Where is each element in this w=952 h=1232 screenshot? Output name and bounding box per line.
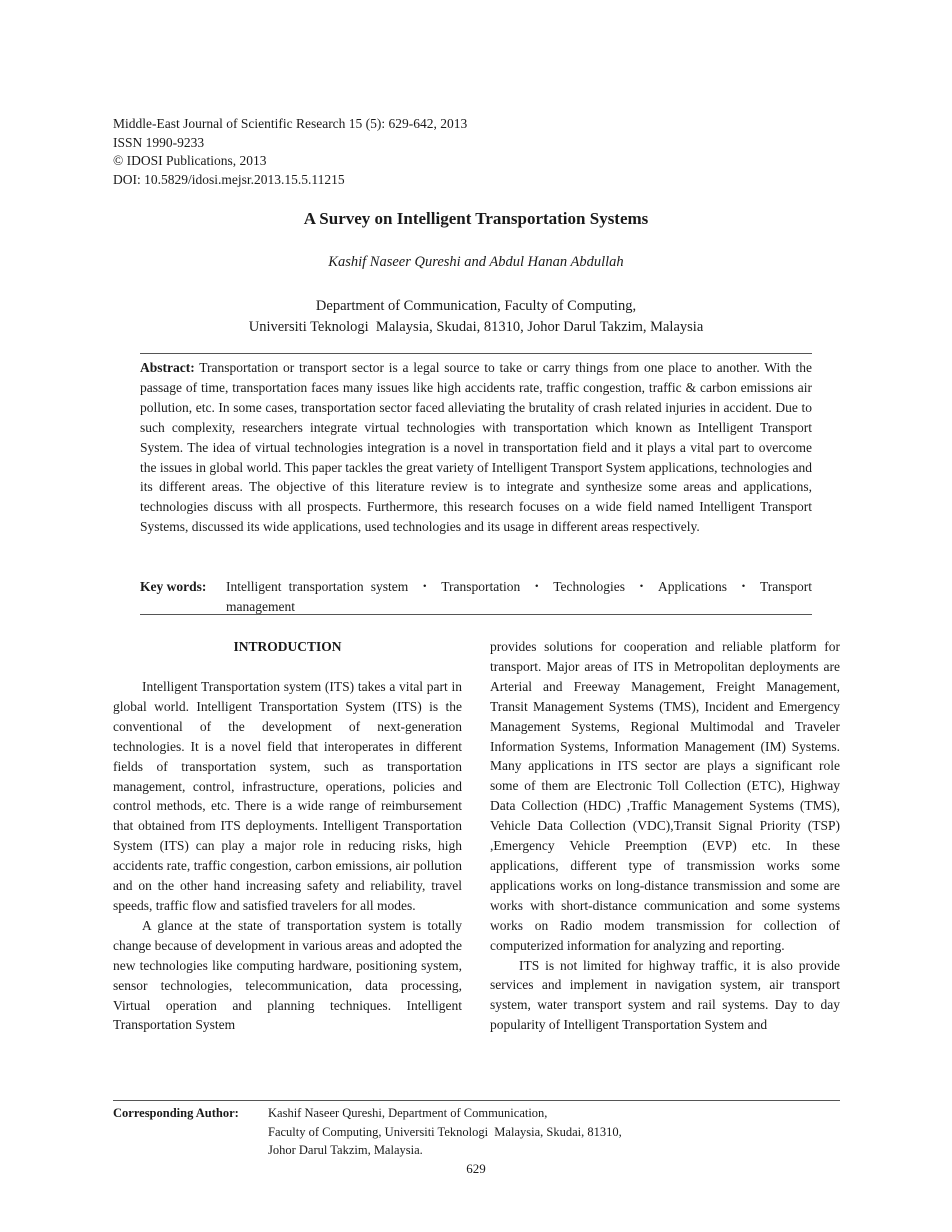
- abstract-label: Abstract:: [140, 360, 195, 375]
- corresponding-author-line-2: Faculty of Computing, Universiti Teknologi Malaysia, Skudai, 81310,: [268, 1124, 622, 1139]
- authors: Kashif Naseer Qureshi and Abdul Hanan Abdullah: [328, 254, 624, 270]
- keyword-separator: ・: [733, 579, 755, 594]
- journal-citation: Middle-East Journal of Scientific Research 15 (5): 629-642, 2013: [113, 116, 468, 131]
- affiliation-line-1: Department of Communication, Faculty of Computing,: [315, 298, 637, 314]
- intro-paragraph-2: A glance at the state of transportation system is totally change because of development in various areas and adopted the new technologies like computing hardware, positioning system, sensor technologies, telecommunication, data processing, Virtual operation and planning techniques. Intelligent Transportation System: [113, 917, 462, 1033]
- corresponding-author-details: [268, 1104, 622, 1160]
- issn: ISSN 1990-9233: [113, 134, 205, 150]
- keywords: [226, 577, 812, 617]
- corresponding-author-label: Corresponding Author:: [113, 1106, 239, 1120]
- abstract-top-rule: [140, 353, 812, 354]
- journal-header: [113, 115, 467, 189]
- copyright: © IDOSI Publications, 2013: [113, 153, 267, 168]
- affiliation-line-2: Universiti Teknologi Malaysia, Skudai, 81310, Johor Darul Takzim, Malaysia: [248, 319, 704, 335]
- keywords-bottom-rule: [140, 614, 812, 615]
- intro-paragraph-3: ITS is not limited for highway traffic, it is also provide services and implement in navigation system, air transport system, water transport system and rail systems. Day to day popularity of Intelligent Transportation System and: [490, 957, 840, 1033]
- right-column: [490, 637, 840, 1035]
- abstract: [140, 358, 812, 537]
- affiliation: [0, 296, 952, 338]
- doi: DOI: 10.5829/idosi.mejsr.2013.15.5.11215: [113, 171, 345, 187]
- keyword: Transportation: [441, 579, 521, 594]
- intro-paragraph-1: Intelligent Transportation system (ITS) takes a vital part in global world. Intelligent Transportation System (ITS) is the conventional of the development of next-generation technologies. It is a novel field that interoperates in different fields of transportation system, such as transportation management, control, infrastructure, operations, policies and control methods, etc. There is a wide range of reimbursement that obtained from ITS deployments. Intelligent Transportation System (ITS) can play a major role in reducing risks, high accidents rate, traffic congestion, carbon emissions, air pollution and on the other hand increasing safety and reliability, travel speeds, traffic flow and satisfied travelers for all modes.: [113, 679, 462, 913]
- left-column: [113, 677, 462, 1035]
- keywords-label: Key words:: [140, 579, 207, 594]
- keyword: Applications: [658, 579, 728, 594]
- keyword-separator: ・: [631, 579, 653, 594]
- page-number: 629: [466, 1161, 486, 1176]
- corresponding-author-line-1: Kashif Naseer Qureshi, Department of Communication,: [268, 1106, 548, 1120]
- footer-rule: [113, 1100, 840, 1101]
- paper-title: A Survey on Intelligent Transportation Systems: [303, 209, 649, 228]
- keyword: Transport management: [226, 579, 813, 614]
- introduction-heading: INTRODUCTION: [233, 639, 342, 654]
- abstract-text: Transportation or transport sector is a legal source to take or carry things from one place to another. With the passage of time, transportation faces many issues like high accidents rate, traffic congestion, traffic & carbon emissions air pollution, etc. In some cases, transportation sector faced alleviating the brutality of crash related injuries in accident. Due to such complexity, researchers integrate virtual technologies with transportation which known as Intelligent Transport System. The idea of virtual technologies integration is a novel in transportation field and it plays a vital part to overcome the issues in global world. This paper tackles the great variety of Intelligent Transport System applications, technologies and its different areas. The objective of this literature review is to integrate and synthesize some areas and applications, technologies discuss with all prospects. Furthermore, this research focuses on a wide field named Intelligent Transport Systems, discussed its wide applications, used technologies and its usage in different areas respectively.: [140, 360, 812, 535]
- keyword-separator: ・: [526, 579, 548, 594]
- keyword-separator: ・: [414, 579, 436, 594]
- intro-paragraph-2-continued: provides solutions for cooperation and reliable platform for transport. Major areas of ITS in Metropolitan deployments are Arterial and Freeway Management, Freight Management, Transit Management Systems (TMS), Incident and Emergency Management Systems, Regional Multimodal and Traveler Information Systems, Information Management (IM) Systems. Many applications in ITS sector are plays a significant role some of them are Electronic Toll Collection (ETC), Highway Data Collection (HDC) ,Traffic Management Systems (TMS), Vehicle Data Collection (VDC),Transit Signal Priority (TSP) ,Emergency Vehicle Preemption (EVP) etc. In these applications, different type of transmission works some applications works on long-distance transmission and some are works with short-distance communication and some systems works on Radio modem transmission for collection of computerized information for analyzing and reporting.: [490, 639, 840, 953]
- keyword: Technologies: [553, 579, 626, 594]
- corresponding-author-line-3: Johor Darul Takzim, Malaysia.: [268, 1143, 423, 1157]
- keyword: Intelligent transportation system: [226, 579, 409, 594]
